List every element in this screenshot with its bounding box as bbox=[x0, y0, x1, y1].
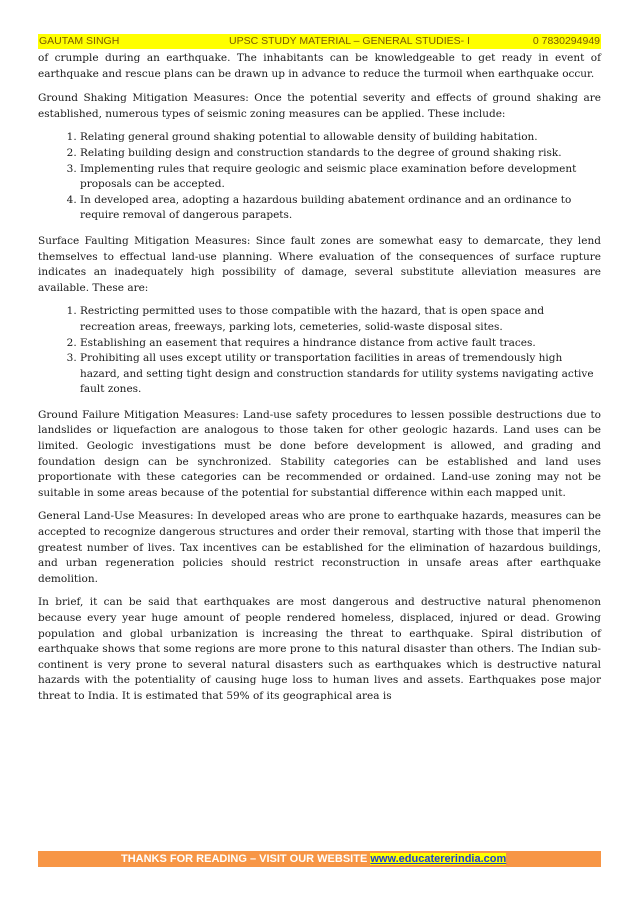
document-body bbox=[38, 51, 601, 713]
website-link[interactable]: www.educatererindia.com bbox=[370, 853, 507, 865]
faulting-paragraph: Surface Faulting Mitigation Measures: Since fault zones are somewhat easy to demarcate, they lend themselves to effectual land-use planning. Where evaluation of the consequences of surface rupture indicates an inadequately high possibility of damage, several substitute alleviation measures are available. These are: bbox=[38, 234, 601, 294]
intro-paragraph: of crumple during an earthquake. The inhabitants can be knowledgeable to get ready in event of earthquake and rescue plans can be drawn up in advance to reduce the turmoil when earthquake occur. bbox=[38, 52, 601, 80]
header-phone: 0 7830294949 bbox=[532, 35, 600, 47]
list-item: 4. In developed area, adopting a hazardous building abatement ordinance and an ordinance to require removal of dangerous parapets. bbox=[80, 193, 601, 224]
list-item: 1. Restricting permitted uses to those compatible with the hazard, that is open space and recreation areas, freeways, parking lots, cemeteries, solid-waste disposal sites. bbox=[80, 304, 601, 335]
footer-text: THANKS FOR READING – VISIT OUR WEBSITE bbox=[121, 853, 371, 865]
header-author: GAUTAM SINGH bbox=[39, 35, 120, 47]
list-item: 2. Relating building design and construction standards to the degree of ground shaking risk. bbox=[80, 146, 601, 162]
page-header bbox=[38, 34, 601, 49]
conclusion-paragraph: In brief, it can be said that earthquakes are most dangerous and destructive natural phenomenon because every year huge amount of people rendered homeless, displaced, injured or dead. Growing population and global urbanization is increasing the threat to earthquake. Spiral distribution of earthquake shows that some regions are more prone to this natural disaster than others. The Indian sub-continent is very prone to several natural disasters such as earthquakes which is destructive natural hazards with the potentiality of causing huge loss to human lives and assets. Earthquakes pose major threat to India. It is estimated that 59% of its geographical area is bbox=[38, 596, 601, 702]
list-item: 3. Implementing rules that require geologic and seismic place examination before development proposals can be accepted. bbox=[80, 162, 601, 193]
shaking-paragraph: Ground Shaking Mitigation Measures: Once the potential severity and effects of ground shaking are established, numerous types of seismic zoning measures can be applied. These include: bbox=[38, 92, 601, 120]
general-land-use-paragraph: General Land-Use Measures: In developed areas who are prone to earthquake hazards, measures can be accepted to recognize dangerous structures and order their removal, starting with those that imperil the greatest number of lives. Tax incentives can be established for the elimination of hazardous buildings, and urban regeneration policies should restrict reconstruction in unsafe areas after earthquake demolition. bbox=[38, 510, 601, 585]
list-item: 2. Establishing an easement that requires a hindrance distance from active fault traces. bbox=[80, 336, 601, 352]
page-footer bbox=[38, 851, 601, 867]
footer-text-wrap bbox=[121, 851, 506, 867]
shaking-list bbox=[38, 130, 601, 224]
list-item: 1. Relating general ground shaking potential to allowable density of building habitation. bbox=[80, 130, 601, 146]
list-item: 3. Prohibiting all uses except utility or transportation facilities in areas of tremendously high hazard, and setting tight design and construction standards for utility systems navigating active fault zones. bbox=[80, 351, 601, 398]
faulting-list bbox=[38, 304, 601, 398]
header-title: UPSC STUDY MATERIAL – GENERAL STUDIES- I bbox=[229, 35, 470, 47]
ground-failure-paragraph: Ground Failure Mitigation Measures: Land-use safety procedures to lessen possible destructions due to landslides or liquefaction are analogous to those taken for other geologic hazards. Land uses can be limited. Geologic investigations must be done before development is allowed, and grading and foundation design can be synchronized. Stability categories can be established and land uses proportionate with these categories can be recommended or ordained. Land-use zoning may not be suitable in some areas because of the potential for substantial difference within each mapped unit. bbox=[38, 408, 601, 499]
